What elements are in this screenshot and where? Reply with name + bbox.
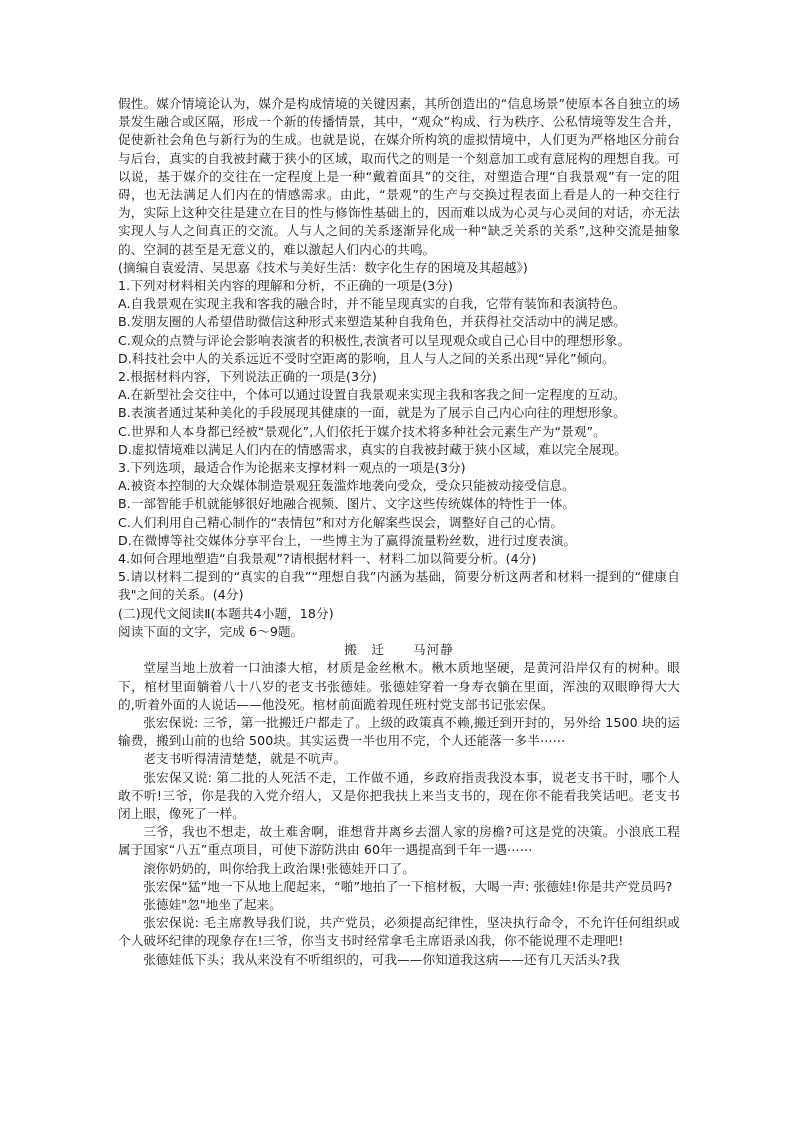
question-2-option-d: D.虚拟情境难以满足人们内在的情感需求，真实的自我被封藏于狭小区域，难以完全展现。: [118, 441, 627, 457]
question-1-option-d: D.科技社会中人的关系远近不受时空距离的影响，且人与人之间的关系出现“异化”倾向。: [118, 350, 615, 366]
passage-source: (摘编自袁爱清、吴思嘉《技术与美好生活：数字化生存的困境及其超越》): [118, 259, 528, 275]
section-2-instruction: 阅读下面的文字，完成 6～9题。: [118, 623, 304, 639]
question-3-option-a: A.被资本控制的大众媒体制造景观狂轰滥炸地袭向受众，受众只能被动接受信息。: [118, 478, 575, 494]
story-paragraph: 堂屋当地上放着一口油漆大棺，材质是金丝楸木。楸木质地坚硬，是黄河沿岸仅有的树种。眼下，棺材里面躺着八十八岁的老支书张德娃。张德娃穿着一身寿衣躺在里面，浑浊的双眼睁得大大的,听着外面的人说话——他没死。棺材前面跪着现任班村党支部书记张宏保。: [118, 660, 680, 712]
question-3-option-d: D.在微博等社交媒体分享平台上，一些博主为了赢得流量粉丝数，进行过度表演。: [118, 532, 577, 548]
story-paragraph: 老支书听得清清楚楚，就是不吭声。: [143, 751, 347, 767]
section-2-heading: (二)现代文阅读Ⅱ(本题共4小题，18分): [118, 605, 334, 621]
story-author: 马河静: [413, 642, 454, 658]
passage-body: 假性。媒介情境论认为，媒介是构成情境的关键因素，其所创造出的“信息场景”使原本各自独立的场景发生融合或区隔，形成一个新的传播情景，其中，“观众”构成、行为秩序、公私情境等发生合并，促使新社会角色与新行为的生成。也就是说，在媒介所构筑的虚拟情境中，人们更为严格地区分前台与后台，真实的自我被封藏于狭小的区域，取而代之的则是一个刻意加工或有意屁构的理想自我。可以说，基于媒介的交往在一定程度上是一种“戴着面具”的交往，对塑造合理“自我景观”有一定的阻碍，也无法满足人们内在的情感需求。由此，“景观”的生产与交换过程表面上看是人的一种交往行为，实际上这种交往是建立在目的性与修饰性基础上的，因而难以成为心灵与心灵间的对话，亦无法实现人与人之间真正的交流。人与人之间的关系逐渐异化成一种“缺乏关系的关系”,这种交流是抽象的、空洞的甚至是无意义的，难以激起人们内心的共鸣。: [118, 96, 680, 257]
story-paragraph: 张宏保“猛”地一下从地上爬起来，“啪”地拍了一下棺材板，大喝一声: 张德娃!你是共产党员吗?: [143, 878, 673, 894]
question-3-stem: 3.下列选项，最适合作为论据来支撑材料一观点的一项是(3分): [118, 460, 466, 476]
question-2-stem: 2.根据材料内容，下列说法正确的一项是(3分): [118, 369, 377, 385]
question-4: 4.如何合理地塑造“自我景观”?请根据材料一、材料二加以简要分析。(4分): [118, 551, 537, 567]
story-paragraph: 滚你奶奶的，叫你给我上政治课!张德娃开口了。: [143, 860, 415, 876]
question-3-option-c: C.人们利用自己精心制作的“表情包”和对方化解案些误会，调整好自己的心情。: [118, 514, 564, 530]
question-1-option-b: B.发朋友圈的人希望借助微信这种形式来塑造某种自我角色，并获得社交活动中的满足感。: [118, 314, 626, 330]
question-1-option-a: A.自我景观在实现主我和客我的融合时，并不能呈现真实的自我，它带有装饰和表演特色。: [118, 296, 626, 312]
question-5: 5.请以材料二提到的“真实的自我”“理想自我”内涵为基础，简要分析这两者和材料一提到的“健康自我"之间的关系。(4分): [118, 569, 680, 603]
document-page: [118, 95, 680, 969]
story-paragraph: 三爷，我也不想走，故土难舍啊，谁想背井离乡去溜人家的房檐?可这是党的决策。小浪底工程属于国家“八五”重点项目，可使下游防洪由 60年一遇提高到千年一遇⋯⋯: [118, 824, 680, 858]
question-2-option-c: C.世界和人本身都已经被“景观化”,人们依托于媒介技术将多种社会元素生产为“景观”。: [118, 423, 606, 439]
story-paragraph: 张宏保又说: 第二批的人死活不走，工作做不通，乡政府指责我没本事，说老支书干时，哪个人敢不听!三爷，你是我的入党介绍人，又是你把我扶上来当支书的，现在你不能看我笑话吧。老支书闭上眼，像死了一样。: [118, 769, 680, 821]
story-title: 搬 迁: [344, 642, 385, 658]
question-2-option-b: B.表演者通过某种美化的手段展现其健康的一面，就是为了展示自己内心向往的理想形象。: [118, 405, 626, 421]
story-paragraph: 张宏保说: 毛主席教导我们说，共产党员，必须提高纪律性，坚决执行命令，不允许任何组织或个人破坏纪律的现象存在!三爷，你当支书时经常拿毛主席语录凶我，你不能说理不走理吧!: [118, 915, 680, 949]
question-3-option-b: B.一部智能手机就能够很好地融合视频、图片、文字这些传统媒体的特性于一体。: [118, 496, 576, 512]
question-1-option-c: C.观众的点赞与评论会影响表演者的积极性,表演者可以呈现观众或自己心目中的理想形象。: [118, 332, 631, 348]
story-paragraph: 张德娃"忽"地坐了起来。: [143, 896, 282, 912]
story-paragraph: 张德娃低下头；我从来没有不听组织的，可我——你知道我这病——还有几天活头?我: [143, 951, 620, 967]
question-1-stem: 1.下列对材料相关内容的理解和分析，不正确的一项是(3分): [118, 278, 454, 294]
question-2-option-a: A.在新型社会交往中，个体可以通过设置自我景观来实现主我和客我之间一定程度的互动。: [118, 387, 626, 403]
story-paragraph: 张宏保说: 三爷，第一批搬迁户都走了。上级的政策真不赖,搬迁到开封的，另外给 1500 块的运输费，搬到山前的也给 500块。其实运费一半也用不完，个人还能落一多半⋯⋯: [118, 714, 680, 749]
story-title-line: [118, 641, 680, 659]
